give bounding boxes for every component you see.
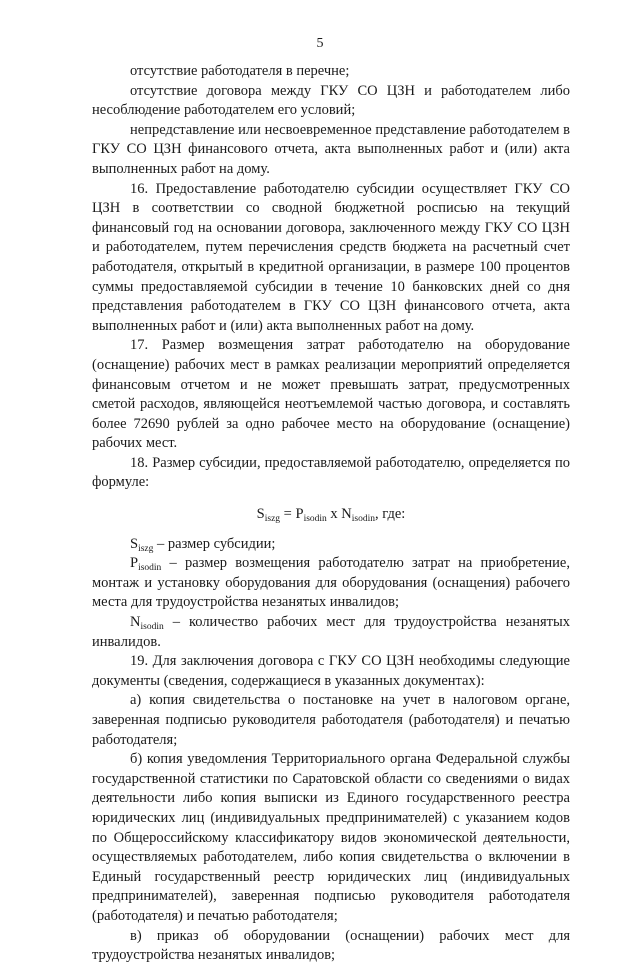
list-item-v: в) приказ об оборудовании (оснащении) рабочих мест для трудоустройства незанятых инвалидов; bbox=[92, 927, 570, 964]
paragraph-16: 16. Предоставление работодателю субсидии осуществляет ГКУ СО ЦЗН в соответствии со сводной бюджетной росписью на текущий финансовый год на основании договора, заключенного между ГКУ СО ЦЗН и работодателем, путем перечисления средств бюджета на расчетный счет работодателя, открытый в кредитной организации, в размере 100 процентов суммы предоставляемой субсидии в течение 10 банковских дней со дня представления работодателем в ГКУ СО ЦЗН финансового отчета, акта выполненных работ и (или) акта выполненных работ на дому. bbox=[92, 180, 570, 334]
definition-subscript: iszg bbox=[138, 543, 154, 554]
formula-p-sub: isodin bbox=[303, 514, 327, 525]
definition-subscript: isodin bbox=[138, 563, 162, 574]
list-item-b: б) копия уведомления Территориального органа Федеральной службы государственной статистики по Саратовской области со сведениями о видах деятельности либо копия выписки из Единого государственного реестра юридических лиц (индивидуальных предпринимателей) с указанием кодов по Общероссийскому классификатору видов экономической деятельности, осуществляемых работодателем, либо копия свидетельства о включении в Единый государственный реестр юридических лиц (индивидуальных предпринимателей), заверенная подписью руководителя работодателя (работодателя) и печатью работодателя; bbox=[92, 751, 570, 924]
definition-text: – размер субсидии; bbox=[153, 535, 276, 552]
definition-p bbox=[92, 554, 570, 613]
definition-symbol: P bbox=[130, 555, 139, 572]
document-body bbox=[92, 62, 570, 966]
formula-tail: , где: bbox=[375, 506, 406, 523]
formula-n: N bbox=[341, 506, 352, 523]
definition-symbol: N bbox=[130, 614, 141, 631]
paragraph: отсутствие договора между ГКУ СО ЦЗН и работодателем либо несоблюдение работодателем его условий; bbox=[92, 82, 570, 119]
list-item-a: а) копия свидетельства о постановке на учет в налоговом органе, заверенная подписью руководителя работодателя (работодателя) и печатью работодателя; bbox=[92, 692, 570, 748]
page-number: 5 bbox=[316, 36, 324, 51]
paragraph-17: 17. Размер возмещения затрат работодателю на оборудование (оснащение) рабочих мест в рамках реализации мероприятий определяется финансовым отчетом и не может превышать затрат, предусмотренных сметой расходов, являющейся неотъемлемой частью договора, и составлять более 72690 рублей за одно рабочее место на оборудование (оснащение) рабочих мест. bbox=[92, 337, 570, 452]
formula-times: x bbox=[326, 506, 342, 523]
formula-eq: = bbox=[280, 506, 296, 523]
paragraph-19: 19. Для заключения договора с ГКУ СО ЦЗН необходимы следующие документы (сведения, содержащиеся в указанных документах): bbox=[92, 653, 570, 689]
formula-s: S bbox=[256, 506, 265, 523]
definition-text: – размер возмещения работодателю затрат на приобретение, монтаж и установку оборудования для оборудования (оснащения) рабочего места для трудоустройства незанятых инвалидов; bbox=[92, 555, 570, 611]
definition-text: – количество рабочих мест для трудоустройства незанятых инвалидов. bbox=[92, 614, 570, 650]
paragraph-18: 18. Размер субсидии, предоставляемой работодателю, определяется по формуле: bbox=[92, 454, 570, 491]
formula-p: P bbox=[295, 506, 304, 523]
definition-s bbox=[92, 535, 570, 555]
formula-s-sub: iszg bbox=[264, 514, 281, 525]
definition-subscript: isodin bbox=[140, 622, 164, 633]
paragraph: отсутствие работодателя в перечне; bbox=[130, 63, 350, 79]
definition-symbol: S bbox=[130, 535, 139, 552]
definition-n bbox=[92, 613, 570, 652]
formula-n-sub: isodin bbox=[351, 514, 376, 525]
paragraph: непредставление или несвоевременное представление работодателем в ГКУ СО ЦЗН финансового отчета, акта выполненных работ и (или) акта выполненных работ на дому. bbox=[92, 121, 570, 177]
subsidy-formula bbox=[92, 505, 570, 525]
